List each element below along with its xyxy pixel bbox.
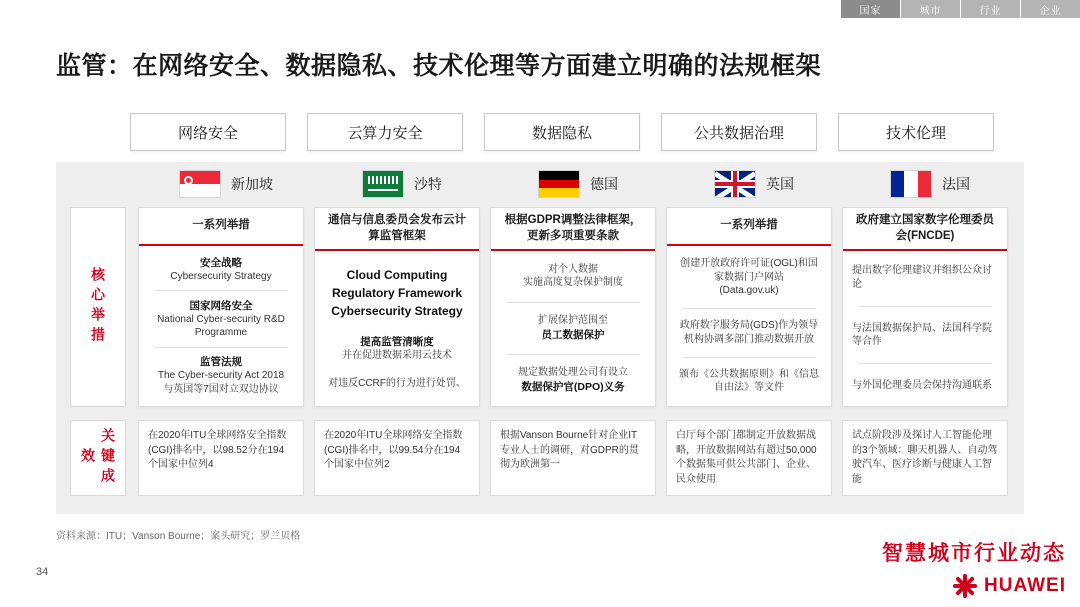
key-results-row (138, 420, 1008, 496)
measure-card-germany (490, 207, 656, 407)
huawei-brand-text: HUAWEI (984, 575, 1066, 596)
measure-block: 政府数字服务局(GDS)作为领导机构协调多部门推动数据开放 (679, 320, 819, 345)
divider (682, 357, 816, 358)
tab-city[interactable]: 城市 (900, 0, 960, 18)
measure-block: 与法国数据保护局、法国科学院等合作 (852, 322, 992, 348)
measure-block: 对个人数据 实施高度复杂保护制度 (523, 263, 623, 289)
result-card-germany: 根据Vanson Bourne针对企业IT专业人士的调研，对GDPR的贯彻为欧洲第一 (490, 420, 656, 496)
country-label-saudi-arabia: 沙特 (414, 176, 442, 192)
divider (682, 308, 816, 309)
divider (154, 347, 288, 348)
country-label-singapore: 新加坡 (231, 176, 273, 192)
measure-block: 与外国伦理委员会保持沟通联系 (852, 380, 992, 392)
huawei-logo (952, 573, 1066, 599)
measure-card-head: 根据GDPR调整法律框架，更新多项重要条款 (491, 208, 655, 251)
measure-block: 对违反CCRF的行为进行处罚、 (328, 378, 466, 390)
page-number: 34 (36, 566, 49, 578)
measure-card-body (315, 251, 479, 406)
measure-card-body (667, 246, 831, 406)
measure-block: 规定数据处理公司有设立 数据保护官(DPO)义务 (518, 367, 628, 393)
measure-card-head: 一系列举措 (667, 208, 831, 246)
tab-country[interactable]: 国家 (840, 0, 900, 18)
row-label-core-measures: 核心举措 (70, 207, 126, 407)
measure-card-saudi-arabia (314, 207, 480, 407)
country-cell-united-kingdom (666, 170, 842, 198)
measure-card-body (491, 251, 655, 406)
divider (154, 290, 288, 291)
flag-germany-icon (538, 170, 580, 198)
tab-enterprise[interactable]: 企业 (1020, 0, 1080, 18)
measure-headline-en: Cloud Computing Regulatory Framework Cybersecurity Strategy (331, 268, 463, 319)
country-label-germany: 德国 (590, 176, 618, 192)
divider (506, 302, 640, 303)
topic-pill-row (130, 113, 994, 151)
country-cell-singapore (138, 170, 314, 198)
country-flag-row (138, 170, 1018, 198)
pill-network-security[interactable]: 网络安全 (130, 113, 286, 151)
country-label-france: 法国 (942, 176, 970, 192)
measure-card-head: 一系列举措 (139, 208, 303, 246)
result-card-saudi-arabia: 在2020年ITU全球网络安全指数(CGI)排名中，以99.54分在194个国家中位列2 (314, 420, 480, 496)
row-label-key-results: 关键成效 (70, 420, 126, 496)
measure-block: 国家网络安全 National Cyber-security R&D Programme (157, 299, 285, 339)
watermark-account-name: 智慧城市行业动态 (882, 542, 1066, 565)
measure-card-body (139, 246, 303, 406)
measure-block: 安全战略 Cybersecurity Strategy (170, 256, 272, 282)
measure-card-france (842, 207, 1008, 407)
result-card-singapore: 在2020年ITU全球网络安全指数(CGI)排名中，以98.52分在194个国家中位列4 (138, 420, 304, 496)
page-title: 监管：在网络安全、数据隐私、技术伦理等方面建立明确的法规框架 (56, 52, 822, 80)
measure-block: 创建开放政府许可证(OGL)和国家数据门户网站 (Data.gov.uk) (680, 258, 818, 297)
flag-united-kingdom-icon (714, 170, 756, 198)
flag-saudi-arabia-icon (362, 170, 404, 198)
watermark-account-row (882, 537, 1066, 567)
top-tab-strip (840, 0, 1080, 18)
measure-card-head: 政府建立国家数字伦理委员会(FNCDE) (843, 208, 1007, 251)
huawei-flower-icon (952, 573, 978, 599)
result-card-france: 试点阶段涉及探讨人工智能伦理的3个领域：聊天机器人、自动驾驶汽车、医疗诊断与健康人工智能 (842, 420, 1008, 496)
measure-card-head: 通信与信息委员会发布云计算监管框架 (315, 208, 479, 251)
flag-singapore-icon (179, 170, 221, 198)
core-measures-row (138, 207, 1008, 407)
measure-block: 提出数字伦理建议并组织公众讨论 (852, 265, 992, 290)
measure-block: 监管法规 The Cyber-security Act 2018 与英国等7国对立双边协议 (157, 356, 285, 395)
country-cell-saudi-arabia (314, 170, 490, 198)
divider (858, 306, 992, 307)
pill-public-data-governance[interactable]: 公共数据治理 (661, 113, 817, 151)
pill-data-privacy[interactable]: 数据隐私 (484, 113, 640, 151)
tab-industry[interactable]: 行业 (960, 0, 1020, 18)
measure-card-united-kingdom (666, 207, 832, 407)
main-content-panel (56, 162, 1024, 514)
flag-france-icon (890, 170, 932, 198)
country-label-united-kingdom: 英国 (766, 176, 794, 192)
divider (858, 363, 992, 364)
pill-technology-ethics[interactable]: 技术伦理 (838, 113, 994, 151)
measure-block: 提高监管清晰度 并在促进数据采用云技术 (342, 335, 452, 362)
measure-card-singapore (138, 207, 304, 407)
country-cell-germany (490, 170, 666, 198)
measure-block: 扩展保护范围至 员工数据保护 (538, 315, 608, 341)
pill-cloud-computing-security[interactable]: 云算力安全 (307, 113, 463, 151)
watermark-block (750, 529, 1080, 607)
source-footnote: 资料来源：ITU；Vanson Bourne；案头研究；罗兰贝格 (56, 531, 301, 542)
divider (506, 354, 640, 355)
country-cell-france (842, 170, 1018, 198)
measure-block: 颁布《公共数据原则》和《信息自由法》等文件 (679, 368, 819, 394)
result-card-united-kingdom: 白厅每个部门都制定开放数据战略，开放数据网站有超过50,000个数据集可供公共部门、企业、民众使用 (666, 420, 832, 496)
measure-card-body (843, 251, 1007, 406)
